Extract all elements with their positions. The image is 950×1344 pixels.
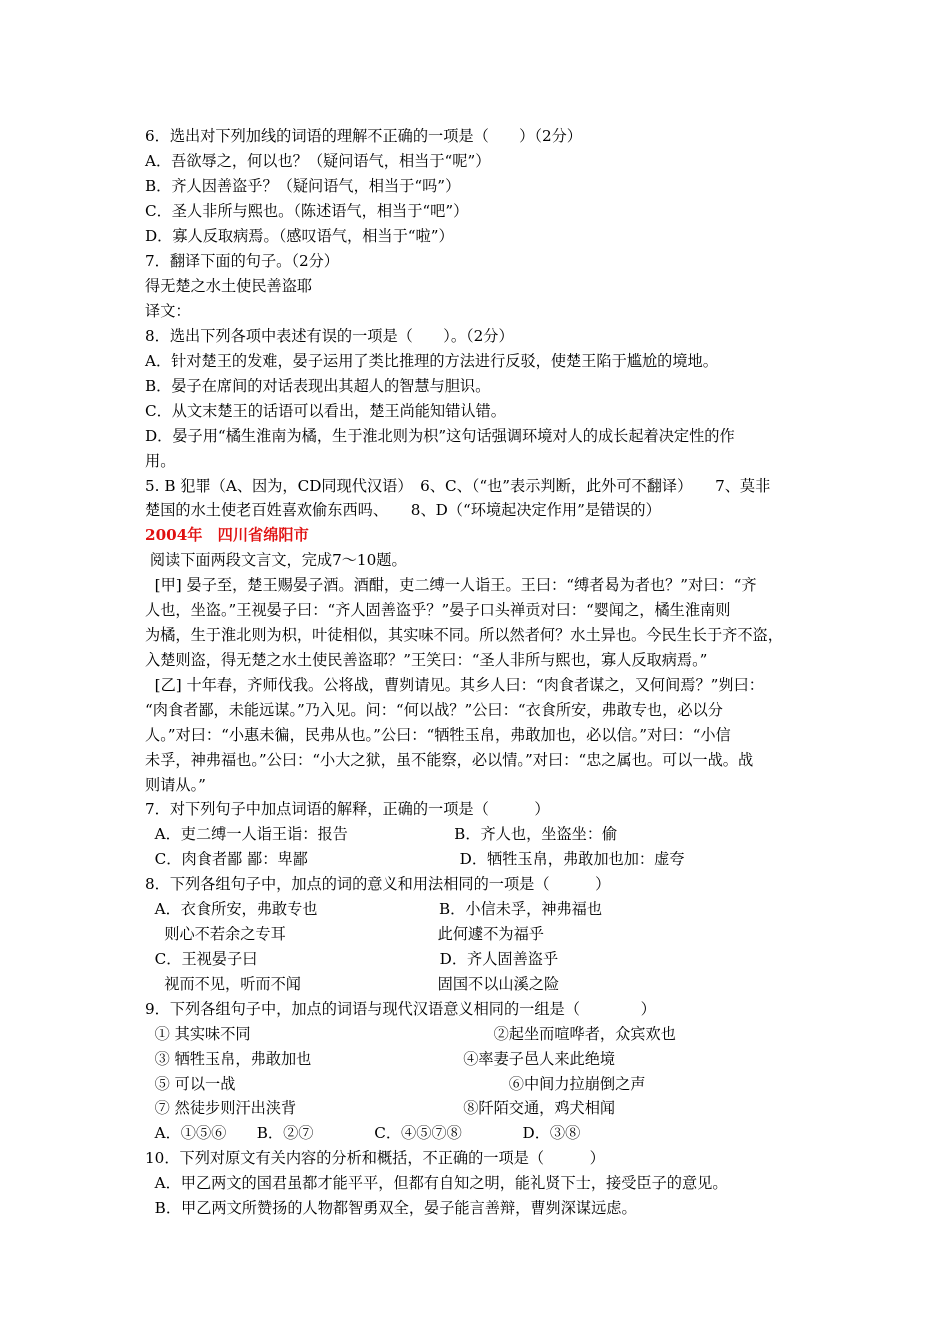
q9-items-1-2: ① 其实味不同 ②起坐而喧哗者，众宾欢也	[145, 1025, 676, 1043]
q7b-options-cd: C．肉食者鄙 鄙：卑鄙 D．牺牲玉帛，弗敢加也加：虚夸	[145, 850, 685, 868]
q7-translation-label: 译文：	[145, 302, 191, 320]
q8-option-a: A．针对楚王的发难，晏子运用了类比推理的方法进行反驳，使楚王陷于尴尬的境地。	[145, 352, 718, 370]
q8b-options-ab: A．衣食所安，弗敢专也 B．小信未孚，神弗福也	[145, 900, 603, 918]
answer-key-line-1: 5. B 犯罪（A、因为，CD同现代汉语） 6、C、（“也”表示判断，此外可不翻译） 7、莫非	[145, 477, 771, 495]
q9-stem: 9．下列各组句子中，加点的词语与现代汉语意义相同的一组是（ ）	[145, 1000, 656, 1018]
passage-jia-line-4: 入楚则盗，得无楚之水土使民善盗耶？”王笑曰：“圣人非所与熙也，寡人反取病焉。”	[145, 651, 708, 669]
q8-option-d: D．晏子用“橘生淮南为橘，生于淮北则为枳”这句话强调环境对人的成长起着决定性的作	[145, 427, 735, 445]
q7-stem: 7．翻译下面的句子。（2分）	[145, 252, 339, 270]
passage-jia-line-2: 人也，坐盗。”王视晏子曰：“齐人固善盗乎？”晏子口头禅贡对曰：“婴闻之，橘生淮南则	[145, 601, 731, 619]
q9-items-5-6: ⑤ 可以一战 ⑥中间力拉崩倒之声	[145, 1075, 646, 1093]
answer-key-line-2: 楚国的水土使老百姓喜欢偷东西吗、 8、D（“环境起决定作用”是错误的）	[145, 501, 661, 519]
q10-option-b: B．甲乙两文所赞扬的人物都智勇双全，晏子能言善辩，曹刿深谋远虑。	[145, 1199, 637, 1217]
passage-yi-line-2: “肉食者鄙，未能远谋。”乃入见。问：“何以战？”公曰：“衣食所安，弗敢专也，必以分	[145, 701, 723, 719]
passage-yi-line-3: 人。”对曰：“小惠未徧，民弗从也。”公曰：“牺牲玉帛，弗敢加也，必以信。”对曰：“小信	[145, 726, 731, 744]
q8-option-b: B．晏子在席间的对话表现出其超人的智慧与胆识。	[145, 377, 491, 395]
q6-option-b: B．齐人因善盗乎？（疑问语气，相当于“吗”）	[145, 177, 461, 195]
passage-yi-line-5: 则请从。”	[145, 776, 206, 794]
q9-items-3-4: ③ 牺牲玉帛，弗敢加也 ④率妻子邑人来此绝境	[145, 1050, 616, 1068]
q8b-options-ab-cont: 则心不若余之专耳 此何遽不为福乎	[145, 925, 544, 943]
q10-stem: 10．下列对原文有关内容的分析和概括，不正确的一项是（ ）	[145, 1149, 605, 1167]
q8b-options-cd-cont: 视而不见，听而不闻 固国不以山溪之险	[145, 975, 560, 993]
q6-option-d: D．寡人反取病焉。（感叹语气，相当于“啦”）	[145, 227, 454, 245]
q7-sentence: 得无楚之水土使民善盗耶	[145, 277, 313, 295]
q8-option-d-cont: 用。	[145, 452, 176, 470]
passage-yi-line-4: 未孚，神弗福也。”公曰：“小大之狱，虽不能察，必以情。”对曰：“忠之属也。可以一战。战	[145, 751, 754, 769]
q7b-options-ab: A．吏二缚一人诣王诣：报告 B．齐人也，坐盗坐：偷	[145, 825, 618, 843]
q8b-options-cd: C．王视晏子曰 D．齐人固善盗乎	[145, 950, 559, 968]
q8-option-c: C．从文末楚王的话语可以看出，楚王尚能知错认错。	[145, 402, 506, 420]
q9-items-7-8: ⑦ 然徒步则汗出浃背 ⑧阡陌交通，鸡犬相闻	[145, 1099, 616, 1117]
q6-stem: 6．选出对下列加线的词语的理解不正确的一项是（ ）（2分）	[145, 127, 582, 145]
q7b-stem: 7．对下列句子中加点词语的解释，正确的一项是（ ）	[145, 800, 550, 818]
passage-jia-line-1: [甲] 晏子至，楚王赐晏子酒。酒酣，吏二缚一人诣王。王曰：“缚者曷为者也？”对曰：“齐	[145, 576, 757, 594]
passage-jia-line-3: 为橘，生于淮北则为枳，叶徒相似，其实味不同。所以然者何？水土异也。今民生长于齐不盗，	[145, 626, 783, 644]
reading-instruction: 阅读下面两段文言文，完成7～10题。	[145, 551, 407, 569]
section-heading: 2004年 四川省绵阳市	[145, 526, 309, 544]
q8b-stem: 8．下列各组句子中，加点的词的意义和用法相同的一项是（ ）	[145, 875, 611, 893]
q6-option-c: C．圣人非所与熙也。（陈述语气，相当于“吧”）	[145, 202, 469, 220]
q6-option-a: A．吾欲辱之，何以也？（疑问语气，相当于“呢”）	[145, 152, 491, 170]
q8-stem: 8．选出下列各项中表述有误的一项是（ ）。（2分）	[145, 327, 514, 345]
q10-option-a: A．甲乙两文的国君虽都才能平平，但都有自知之明，能礼贤下士，接受臣子的意见。	[145, 1174, 728, 1192]
passage-yi-line-1: [乙] 十年春，齐师伐我。公将战，曹刿请见。其乡人曰：“肉食者谋之，又何间焉？”刿曰：	[145, 676, 764, 694]
q9-options: A．①⑤⑥ B．②⑦ C．④⑤⑦⑧ D．③⑧	[145, 1124, 581, 1142]
